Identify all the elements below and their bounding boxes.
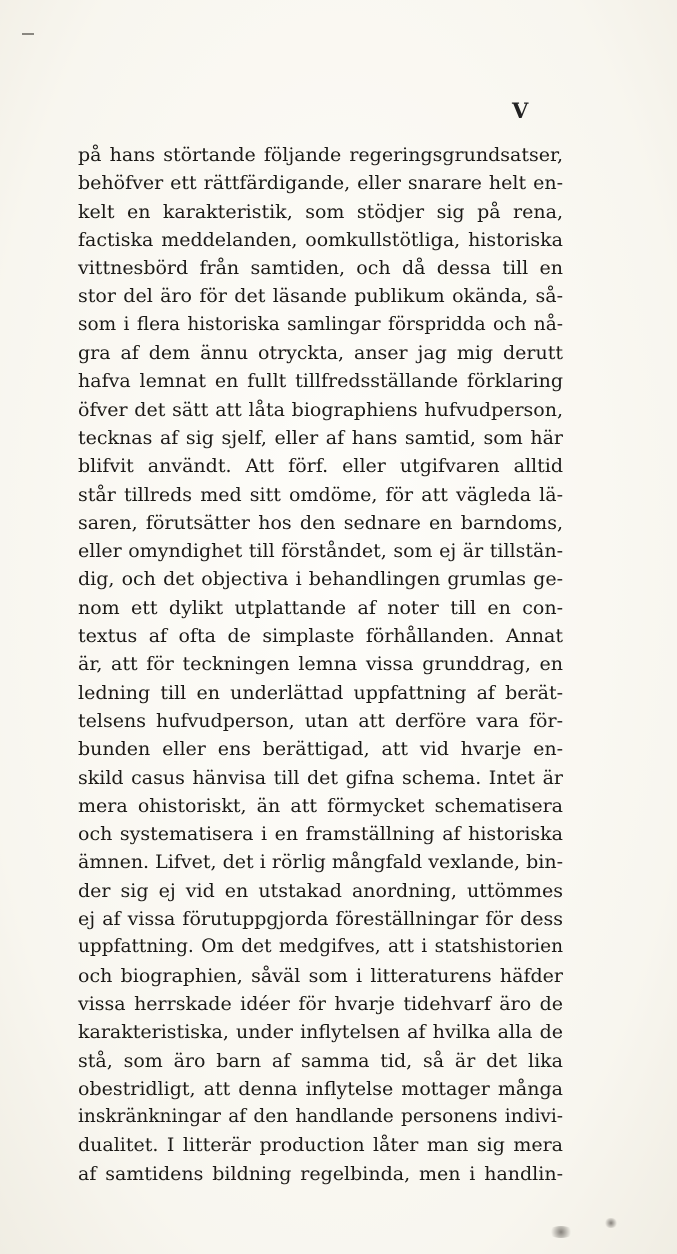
text-line: mera ohistoriskt, än att förmycket schematisera	[78, 794, 563, 817]
text-line: eller omyndighet till förståndet, som ej är tillstän-	[78, 540, 563, 563]
text-line: stor del äro för det läsande publikum okända, så-	[78, 285, 563, 308]
text-line: ej af vissa förutuppgjorda föreställningar för dess	[78, 908, 563, 931]
text-line: saren, förutsätter hos den sednare en barndoms,	[78, 511, 563, 534]
text-line: på hans störtande följande regeringsgrundsatser,	[78, 144, 563, 166]
text-line: tecknas af sig sjelf, eller af hans samtid, som här	[78, 426, 563, 449]
text-line: dig, och det objectiva i behandlingen grumlas ge-	[78, 568, 563, 591]
page-number: V	[512, 98, 530, 123]
text-line: öfver det sätt att låta biographiens hufvudperson,	[78, 398, 563, 421]
text-line: och biographien, såväl som i litteraturens häfder	[78, 964, 563, 987]
text-line: uppfattning. Om det medgifves, att i statshistorien	[78, 936, 563, 958]
text-line: bunden eller ens berättigad, att vid hvarje en-	[78, 738, 563, 761]
text-line: skild casus hänvisa till det gifna schema. Intet är	[78, 766, 563, 789]
text-line: behöfver ett rättfärdigande, eller snarare helt en-	[78, 172, 563, 195]
text-line: som i flera historiska samlingar förspridda och nå-	[78, 313, 563, 335]
text-line: är, att för teckningen lemna vissa grunddrag, en	[78, 653, 563, 676]
text-line: hafva lemnat en fullt tillfredsställande förklaring	[78, 370, 563, 393]
text-line: dualitet. I litterär production låter man sig mera	[78, 1134, 563, 1157]
ink-smudge	[604, 1218, 618, 1228]
text-line: stå, som äro barn af samma tid, så är det lika	[78, 1049, 563, 1072]
text-line: factiska meddelanden, oomkullstötliga, historiska	[78, 228, 563, 251]
text-line: af samtidens bildning regelbinda, men i handlin-	[78, 1162, 563, 1185]
text-line: karakteristiska, under inflytelsen af hvilka alla de	[78, 1021, 563, 1044]
text-line: textus af ofta de simplaste förhållanden. Annat	[78, 625, 563, 648]
text-line: vittnesbörd från samtiden, och då dessa till en	[78, 257, 563, 280]
text-line: kelt en karakteristik, som stödjer sig på rena,	[78, 200, 563, 223]
ink-smudge	[548, 1226, 574, 1238]
text-line: vissa herrskade idéer för hvarje tidehvarf äro de	[78, 992, 563, 1015]
text-line: obestridligt, att denna inflytelse mottager många	[78, 1077, 563, 1100]
text-line: blifvit användt. Att förf. eller utgifvaren alltid	[78, 455, 563, 478]
text-line: gra af dem ännu otryckta, anser jag mig derutt	[78, 342, 563, 365]
text-line: telsens hufvudperson, utan att derföre vara för-	[78, 709, 563, 732]
text-line: ledning till en underlättad uppfattning af berät-	[78, 681, 563, 704]
text-line: ämnen. Lifvet, det i rörlig mångfald vexlande, bin-	[78, 851, 563, 874]
text-line: och systematisera i en framställning af historiska	[78, 823, 563, 846]
text-line: der sig ej vid en utstakad anordning, uttömmes	[78, 879, 563, 902]
text-line: inskränkningar af den handlande personens indivi-	[78, 1106, 563, 1128]
text-line: nom ett dylikt utplattande af noter till en con-	[78, 596, 563, 619]
margin-mark	[22, 33, 34, 35]
body-text	[78, 141, 563, 1188]
text-line: står tillreds med sitt omdöme, för att vägleda lä-	[78, 483, 563, 506]
